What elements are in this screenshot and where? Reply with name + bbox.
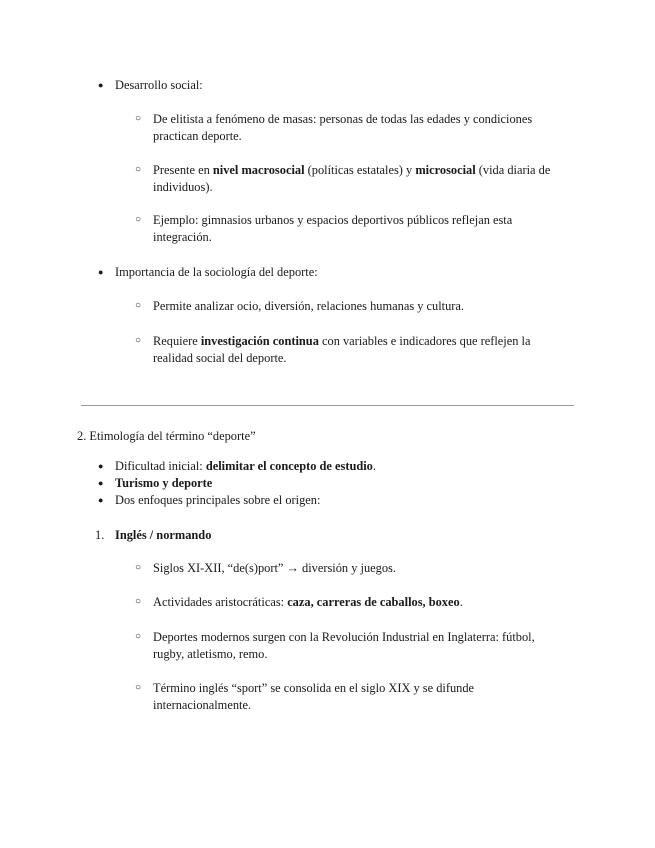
list-number: 1. — [95, 528, 105, 542]
bullet-icon: ● — [98, 267, 104, 277]
circle-bullet-icon: ○ — [135, 335, 142, 346]
list-item: Dificultad inicial: delimitar el concepto de estudio. — [115, 459, 376, 473]
circle-bullet-icon: ○ — [135, 682, 142, 693]
list-item: Importancia de la sociología del deporte: — [115, 265, 318, 279]
numbered-item-title: Inglés / normando — [115, 528, 212, 542]
bullet-icon: ● — [98, 495, 104, 505]
horizontal-divider — [81, 405, 574, 406]
section-heading: 2. Etimología del término “deporte” — [77, 429, 256, 443]
list-item: Turismo y deporte — [115, 476, 213, 490]
list-item: Término inglés “sport” se consolida en el siglo XIX y se difunde internacionalmente. — [153, 681, 475, 712]
list-item: Dos enfoques principales sobre el origen: — [115, 493, 321, 507]
list-item: Permite analizar ocio, diversión, relaciones humanas y cultura. — [153, 299, 465, 313]
circle-bullet-icon: ○ — [135, 113, 142, 124]
list-item: Deportes modernos surgen con la Revolución Industrial en Inglaterra: fútbol, rugby, atletismo, remo. — [153, 630, 535, 661]
circle-bullet-icon: ○ — [135, 631, 142, 642]
list-item: Presente en nivel macrosocial (políticas estatales) y microsocial (vida diaria de individuos). — [153, 163, 551, 194]
bullet-icon: ● — [98, 80, 104, 90]
circle-bullet-icon: ○ — [135, 214, 142, 225]
circle-bullet-icon: ○ — [135, 300, 142, 311]
list-item: De elitista a fenómeno de masas: personas de todas las edades y condiciones practican deporte. — [153, 112, 533, 143]
circle-bullet-icon: ○ — [135, 596, 142, 607]
bullet-icon: ● — [98, 461, 104, 471]
circle-bullet-icon: ○ — [135, 562, 142, 573]
list-item: Ejemplo: gimnasios urbanos y espacios deportivos públicos reflejan esta integración. — [153, 213, 513, 244]
bullet-icon: ● — [98, 478, 104, 488]
list-item: Desarrollo social: — [115, 78, 203, 92]
list-item: Siglos XI-XII, “de(s)port” → diversión y juegos. — [153, 561, 396, 575]
circle-bullet-icon: ○ — [135, 164, 142, 175]
list-item: Actividades aristocráticas: caza, carreras de caballos, boxeo. — [153, 595, 463, 609]
list-item: Requiere investigación continua con variables e indicadores que reflejen la realidad social del deporte. — [153, 334, 531, 365]
